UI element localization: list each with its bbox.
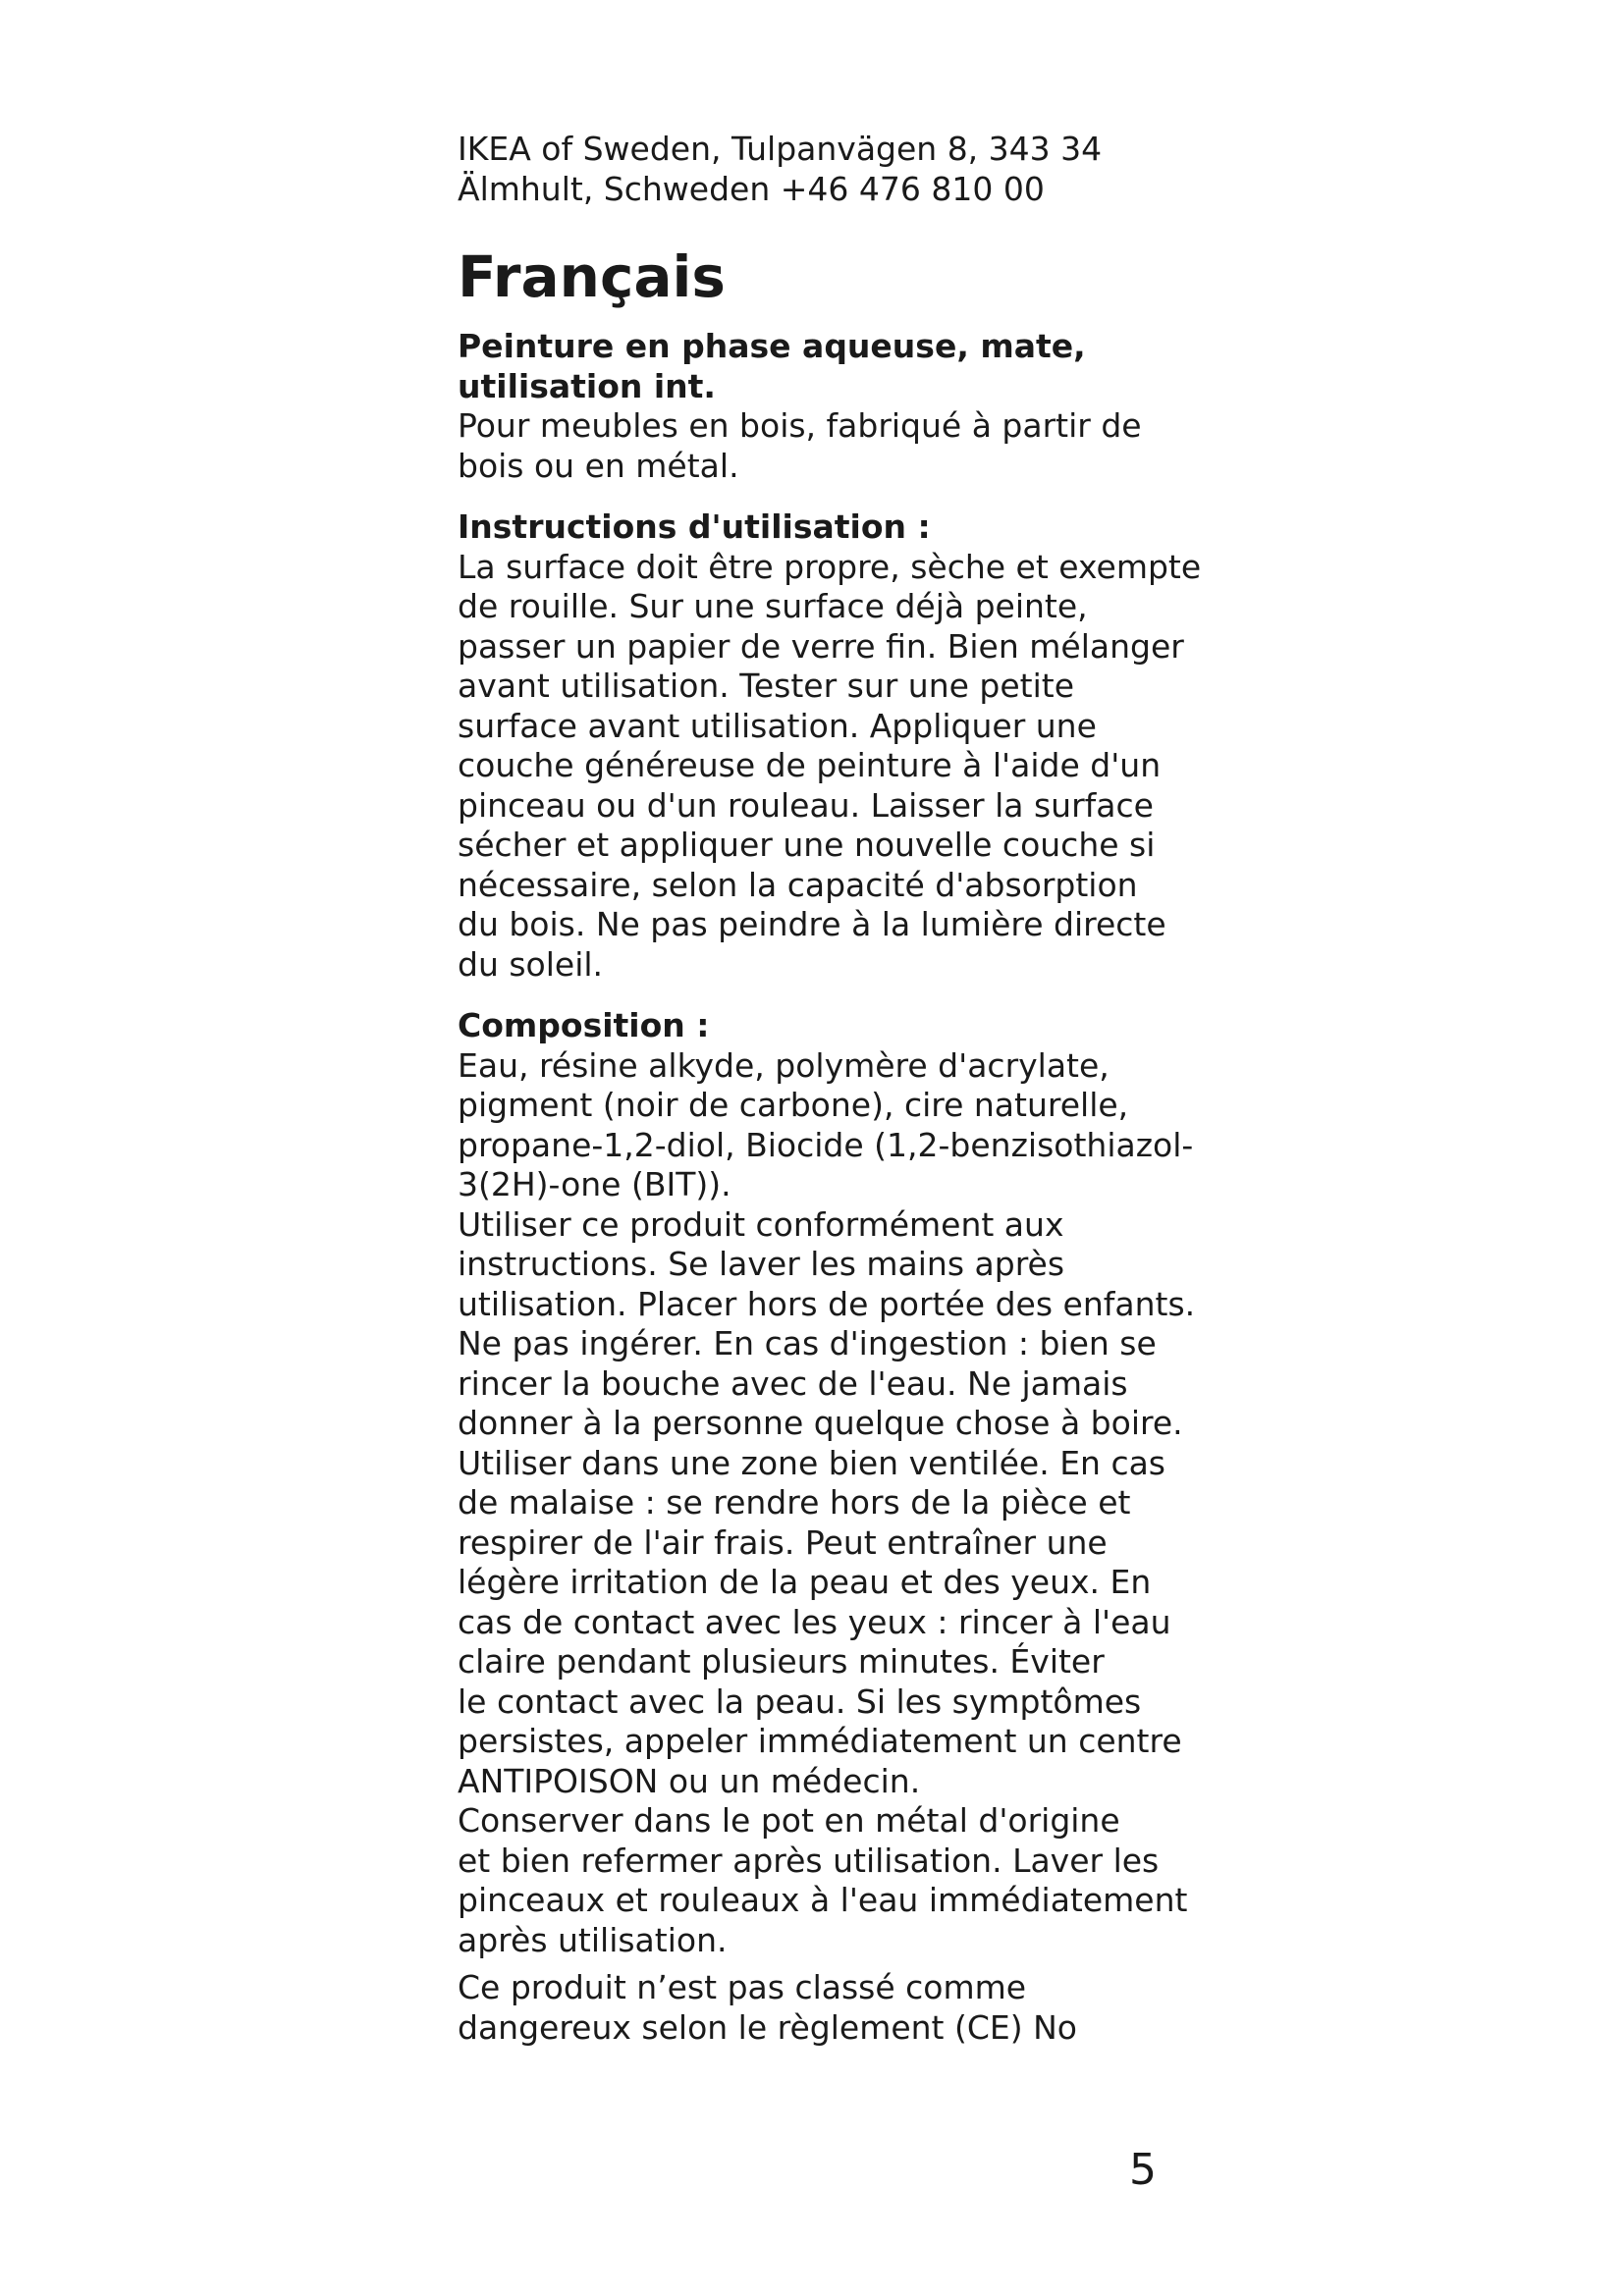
instructions-text: La surface doit être propre, sèche et exempte de rouille. Sur une surface déjà peinte, passer un papier de verre fin. Bien mélanger avant utilisation. Tester sur une petite surface avant utilisation. Appliquer une couche généreuse de peinture à l'aide d'un pinceau ou d'un rouleau. Laisser la surface sécher et appliquer une nouvelle couche si nécessaire, selon la capacité d'absorption du bois. Ne pas peindre à la lumière directe du soleil. (458, 547, 1202, 984)
instructions-heading: Instructions d'utilisation : (458, 507, 931, 546)
language-heading: Français (458, 243, 726, 310)
product-title: Peinture en phase aqueuse, mate, utilisation int. (458, 327, 1086, 405)
product-description: Pour meubles en bois, fabriqué à partir de bois ou en métal. (458, 406, 1142, 485)
manufacturer-address: IKEA of Sweden, Tulpanvägen 8, 343 34 Älmhult, Schweden +46 476 810 00 (458, 130, 1103, 208)
composition-heading: Composition : (458, 1006, 710, 1044)
document-column (458, 130, 1204, 2048)
page-number: 5 (1129, 2145, 1157, 2195)
classification-text: Ce produit n’est pas classé comme dangereux selon le règlement (CE) No (458, 1968, 1077, 2047)
composition-text: Eau, résine alkyde, polymère d'acrylate, pigment (noir de carbone), cire naturelle, propane-1,2-diol, Biocide (1,2-benzisothiazol- 3(2H)-one (BIT)). Utiliser ce produit conformément aux instructions. Se laver les mains après utilisation. Placer hors de portée des enfants. Ne pas ingérer. En cas d'ingestion : bien se rincer la bouche avec de l'eau. Ne jamais donner à la personne quelque chose à boire. Utiliser dans une zone bien ventilée. En cas de malaise : se rendre hors de la pièce et respirer de l'air frais. Peut entraîner une légère irritation de la peau et des yeux. En cas de contact avec les yeux : rincer à l'eau claire pendant plusieurs minutes. Éviter le contact avec la peau. Si les symptômes persistes, appeler immédiatement un centre ANTIPOISON ou un médecin. Conserver dans le pot en métal d'origine et bien refermer après utilisation. Laver les pinceaux et rouleaux à l'eau immédiatement après utilisation. (458, 1045, 1196, 1959)
